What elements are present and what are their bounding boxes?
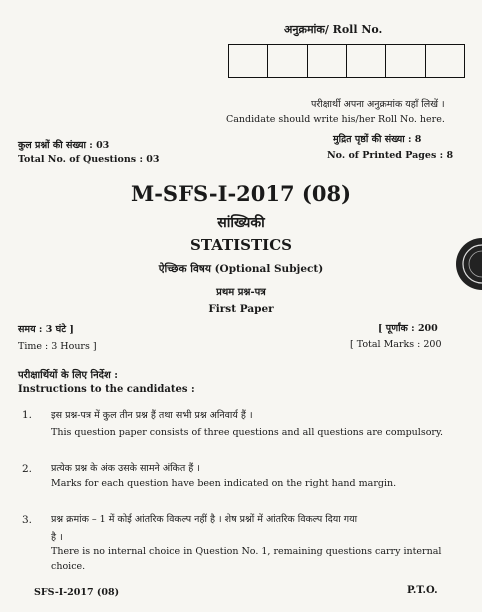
total-marks-english: [ Total Marks : 200: [350, 339, 442, 350]
total-marks-hindi: [ पूर्णांक : 200: [378, 323, 438, 334]
time-hindi: समय : 3 घंटे ]: [18, 324, 74, 335]
instruction-line: प्रश्न क्रमांक – 1 में कोई आंतरिक विकल्प नहीं है । शेष प्रश्नों में आंतरिक विकल्प दिया गया: [51, 514, 358, 525]
printed-pages-hindi: मुद्रित पृष्ठों की संख्या : 8: [333, 134, 422, 145]
paper-code: M-SFS-I-2017 (08): [130, 181, 352, 206]
roll-number-box[interactable]: [386, 45, 425, 77]
instruction-line: है ।: [51, 532, 63, 543]
total-questions-english: Total No. of Questions : 03: [18, 154, 160, 165]
instruction-line: इस प्रश्न-पत्र में कुल तीन प्रश्न हैं तथा सभी प्रश्न अनिवार्य हैं ।: [51, 410, 253, 421]
instruction-number: 3.: [22, 514, 33, 526]
roll-instruction-hindi: परीक्षार्थी अपना अनुक्रमांक यहाँ लिखें ।: [311, 99, 445, 110]
instruction-line: There is no internal choice in Question No. 1, remaining questions carry internal: [51, 546, 442, 557]
roll-number-box[interactable]: [308, 45, 347, 77]
roll-number-box[interactable]: [347, 45, 386, 77]
subject-title-english: STATISTICS: [190, 236, 292, 254]
footer-pto: P.T.O.: [407, 585, 438, 596]
instruction-number: 1.: [22, 409, 33, 421]
paper-name-english: First Paper: [208, 303, 274, 315]
instruction-line: प्रत्येक प्रश्न के अंक उसके सामने अंकित हैं ।: [51, 463, 200, 474]
roll-number-boxes[interactable]: [228, 44, 465, 78]
roll-instruction-english: Candidate should write his/her Roll No. here.: [226, 114, 445, 125]
total-questions-hindi: कुल प्रश्नों की संख्या : 03: [18, 140, 110, 151]
instruction-number: 2.: [22, 463, 33, 475]
paper-name-hindi: प्रथम प्रश्न-पत्र: [216, 287, 266, 298]
roll-number-box[interactable]: [229, 45, 268, 77]
instruction-line: Marks for each question have been indicated on the right hand margin.: [51, 478, 397, 489]
subject-title-hindi: सांख्यिकी: [217, 215, 265, 231]
instruction-line: This question paper consists of three questions and all questions are compulsory.: [51, 427, 444, 438]
roll-number-box[interactable]: [426, 45, 464, 77]
footer-paper-code: SFS-I-2017 (08): [34, 587, 120, 598]
printed-pages-english: No. of Printed Pages : 8: [327, 150, 454, 161]
optional-subject-label: ऐच्छिक विषय (Optional Subject): [158, 263, 324, 275]
instructions-heading-english: Instructions to the candidates :: [18, 384, 195, 395]
instructions-heading-hindi: परीक्षार्थियों के लिए निर्देश :: [18, 370, 118, 381]
roll-number-label: अनुक्रमांक/ Roll No.: [284, 23, 383, 36]
official-seal-icon: [454, 236, 482, 292]
roll-number-box[interactable]: [268, 45, 307, 77]
instruction-line: choice.: [51, 561, 86, 572]
time-english: Time : 3 Hours ]: [18, 341, 97, 352]
